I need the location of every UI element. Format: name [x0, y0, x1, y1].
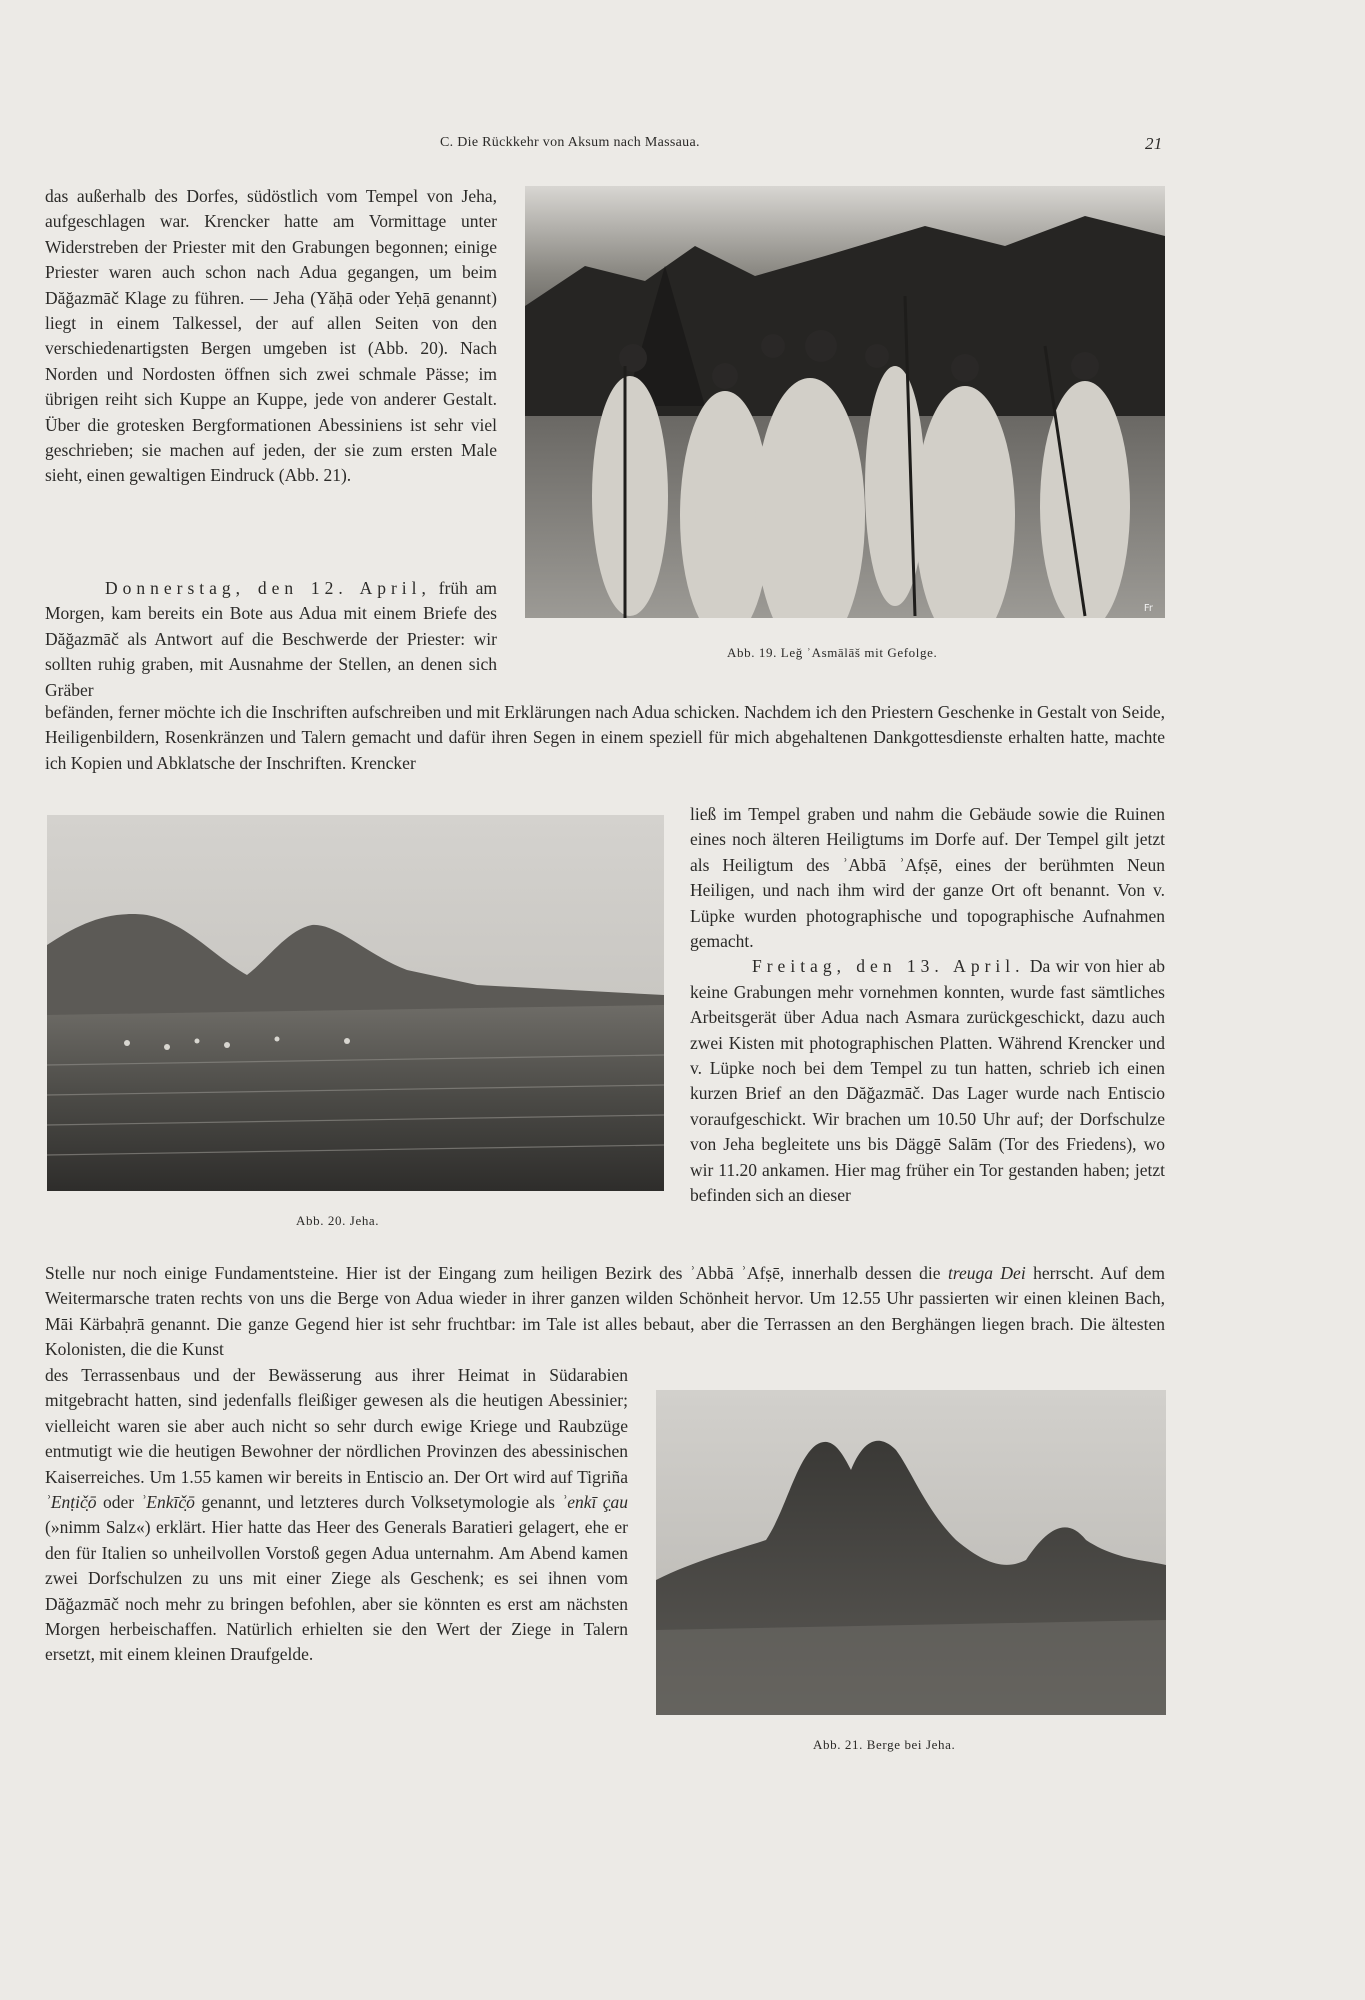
photo-corner-mark: Fr	[1143, 603, 1153, 614]
figure-20-photo	[47, 815, 664, 1191]
page-header	[0, 135, 1365, 157]
latin-term: treuga Dei	[947, 1263, 1026, 1283]
paragraph-temple: ließ im Tempel graben und nahm die Gebäude sowie die Ruinen eines noch älteren Heiligtums im Dorfe auf. Der Tempel gilt jetzt als Heiligtum des ʾAbbā ʾAfṣē, eines der berühmten Neun Heiligen, und nach ihm wird der ganze Ort oft benannt. Von v. Lüpke wurden photographische und topographische Aufnahmen gemacht. Freitag, den 13. April. Da wir von hier ab keine Grabungen mehr vornehmen konnten, wurde fast sämtliches Arbeitsgerät über Adua nach Asmara zurückgeschickt, dazu auch zwei Kisten mit photographischen Platten. Während Krencker und v. Lüpke noch bei dem Tempel zu tun hatten, schrieb ich einen kurzen Brief an den Dăğazmāč. Das Lager wurde nach Entiscio voraufgeschickt. Wir brachen um 10.50 Uhr auf; der Dorfschulze von Jeha begleitete uns bis Däggē Salām (Tor des Friedens), wo wir 11.20 ankamen. Hier mag früher ein Tor gestanden haben; jetzt befinden sich an dieser	[690, 804, 1166, 1206]
paragraph-gifts: befänden, ferner möchte ich die Inschriften aufschreiben und mit Erklärungen nach Adua schicken. Nachdem ich den Priestern Geschenke in Gestalt von Seide, Heiligenbildern, Rosenkränzen und Talern gemacht und dafür ihren Segen in einem speziell für mich abgehaltenen Dankgottesdienste erhalten hatte, machte ich Kopien und Abklatsche der Inschriften. Krencker	[45, 702, 1165, 773]
figure-20-caption: Abb. 20. Jeha.	[296, 1213, 380, 1228]
paragraph-march: Stelle nur noch einige Fundamentsteine. Hier ist der Eingang zum heiligen Bezirk des ʾAbbā ʾAfṣē, innerhalb dessen die treuga Dei herrscht. Auf dem Weitermarsche traten rechts von uns die Berge von Adua wieder in ihrer ganzen wilden Schönheit hervor. Um 12.55 Uhr passierten wir einen kleinen Bach, Māi Kärbaḥrā genannt. Die ganze Gegend hier ist sehr fruchtbar: im Tale ist alles bebaut, aber die Terrassen an den Berghängen liegen brach. Die ältesten Kolonisten, die die Kunst	[45, 1263, 1166, 1360]
figure-21-caption: Abb. 21. Berge bei Jeha.	[813, 1737, 956, 1752]
paragraph-entiscio: des Terrassenbaus und der Bewässerung aus ihrer Heimat in Südarabien mitgebracht hatten, sind jedenfalls fleißiger gewesen als die heutigen Abessinier; vielleicht waren sie aber auch nicht so sehr durch ewige Kriege und Raubzüge entmutigt wie die heutigen Bewohner der nördlichen Provinzen des abessinischen Kaiserreiches. Um 1.55 kamen wir bereits in Entiscio an. Der Ort wird auf Tigriña ʾEnṭič̣ō oder ʾEnkīč̣ō genannt, und letzteres durch Volksetymologie als ʾenkī ç̣au (»nimm Salz«) erklärt. Hier hatte das Heer des Generals Baratieri gelagert, ehe er den für Italien so unheilvollen Vorstoß gegen Adua unternahm. Am Abend kamen zwei Dorfschulzen zu uns mit einer Ziege als Geschenk; es sei ihnen vom Dăğazmāč noch mehr zu bringen befohlen, aber sie könnten es erst am nächsten Morgen herbeischaffen. Natürlich erhielten sie den Wert der Ziege in Talern ersetzt, mit einem kleinen Draufgelde.	[45, 1365, 629, 1665]
paragraph-jeha-description: das außerhalb des Dorfes, südöstlich vom Tempel von Jeha, aufgeschlagen war. Krencker hatte am Vormittage unter Widerstreben der Priester mit den Grabungen begonnen; einige Priester waren auch schon nach Adua gegangen, um beim Dăğazmāč Klage zu führen. — Jeha (Yăḥā oder Yeḥā genannt) liegt in einem Talkessel, der auf allen Seiten von den verschiedenartigsten Bergen umgeben ist (Abb. 20). Nach Norden und Nordosten öffnen sich zwei schmale Pässe; im übrigen reiht sich Kuppe an Kuppe, jede von anderer Gestalt. Über die grotesken Bergformationen Abessiniens ist sehr viel geschrieben; sie machen auf jeden, der sie zum ersten Male sieht, einen gewaltigen Eindruck (Abb. 21).	[45, 186, 497, 486]
paragraph-thursday: Donnerstag, den 12. April, früh am Morgen, kam bereits ein Bote aus Adua mit einem Briefe des Dăğazmāč als Antwort auf die Beschwerde der Priester: wir sollten ruhig graben, mit Ausnahme der Stellen, an denen sich Gräber	[45, 578, 497, 700]
date-heading-friday: Freitag, den 13. April.	[752, 956, 1025, 977]
date-heading-thursday: Donnerstag, den 12. April,	[105, 578, 431, 598]
running-title: C. Die Rückkehr von Aksum nach Massaua.	[440, 135, 700, 150]
jeha-valley-image	[47, 815, 664, 1191]
figure-21-photo	[656, 1390, 1166, 1715]
figure-19-photo	[525, 186, 1165, 618]
figure-19-caption: Abb. 19. Leğ ʾAsmālāš mit Gefolge.	[727, 645, 938, 660]
mountains-image	[656, 1390, 1166, 1715]
group-photo-image	[525, 186, 1165, 618]
page-number: 21	[1145, 134, 1163, 153]
